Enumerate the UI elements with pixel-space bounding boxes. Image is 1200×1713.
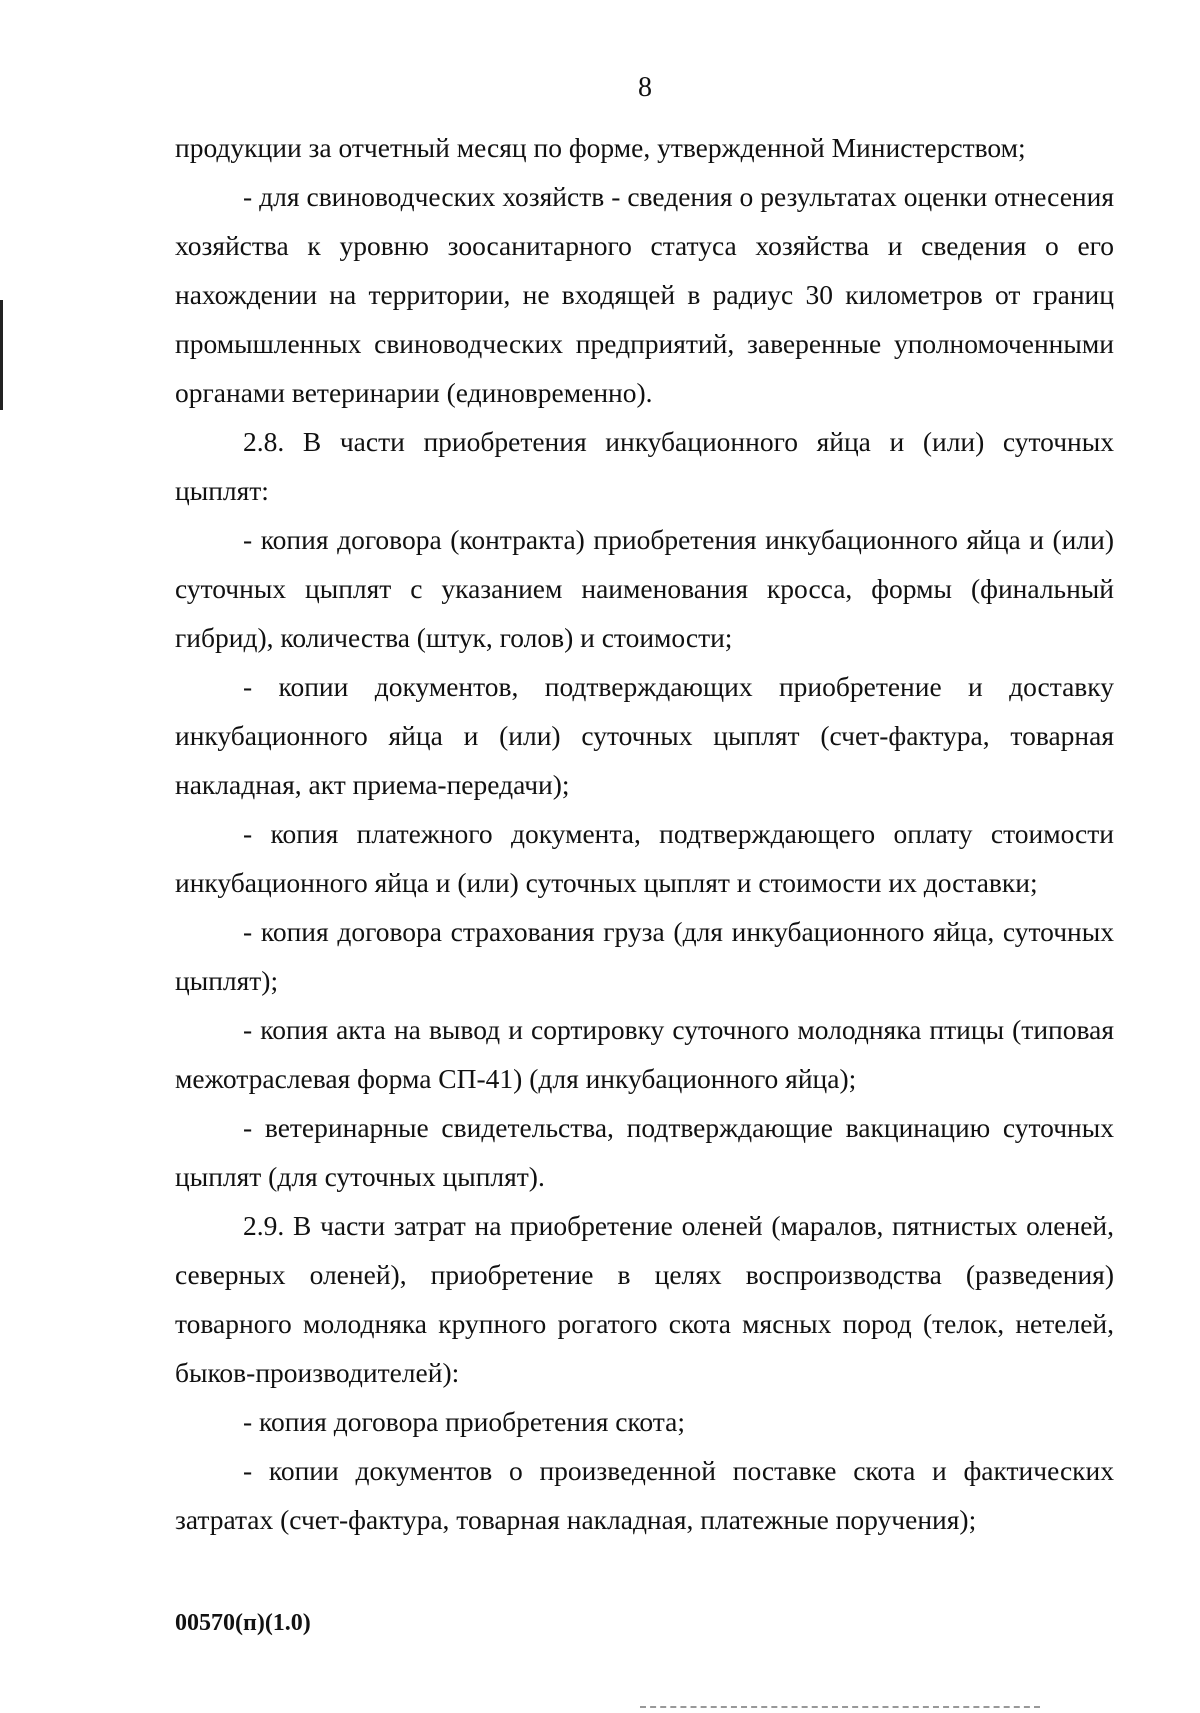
section-heading-2-8: 2.8. В части приобретения инкубационного яйца и (или) суточных цыплят: [175,426,1114,506]
list-item: - копия договора приобретения скота; [243,1406,685,1437]
paragraph: продукции за отчетный месяц по форме, утвержденной Министерством; [175,132,1026,163]
section-heading-2-9: 2.9. В части затрат на приобретение оленей (маралов, пятнистых оленей, северных оленей), приобретение в целях воспроизводства (разведения) товарного молодняка крупного рогатого скота мясных пород (телок, нетелей, быков-производителей): [175,1210,1114,1388]
document-code: 00570(п)(1.0) [175,1610,311,1636]
list-item: - копия акта на вывод и сортировку суточного молодняка птицы (типовая межотраслевая форма СП-41) (для инкубационного яйца); [175,1014,1114,1094]
document-body [175,123,1114,1544]
page-number: 8 [638,72,652,103]
list-item: - копии документов о произведенной поставке скота и фактических затратах (счет-фактура, товарная накладная, платежные поручения); [175,1455,1114,1535]
scan-edge-mark [0,300,3,410]
list-item: - ветеринарные свидетельства, подтверждающие вакцинацию суточных цыплят (для суточных цыплят). [175,1112,1114,1192]
list-item: - копия договора (контракта) приобретения инкубационного яйца и (или) суточных цыплят с указанием наименования кросса, формы (финальный гибрид), количества (штук, голов) и стоимости; [175,524,1114,653]
list-item: - копии документов, подтверждающих приобретение и доставку инкубационного яйца и (или) суточных цыплят (счет-фактура, товарная накладная, акт приема-передачи); [175,671,1114,800]
list-item: - копия платежного документа, подтверждающего оплату стоимости инкубационного яйца и (или) суточных цыплят и стоимости их доставки; [175,818,1114,898]
list-item: - копия договора страхования груза (для инкубационного яйца, суточных цыплят); [175,916,1114,996]
paragraph: - для свиноводческих хозяйств - сведения о результатах оценки отнесения хозяйства к уровню зоосанитарного статуса хозяйства и сведения о его нахождении на территории, не входящей в радиус 30 километров от границ промышленных свиноводческих предприятий, заверенные уполномоченными органами ветеринарии (единовременно). [175,181,1114,408]
scan-bottom-mark [640,1706,1040,1710]
